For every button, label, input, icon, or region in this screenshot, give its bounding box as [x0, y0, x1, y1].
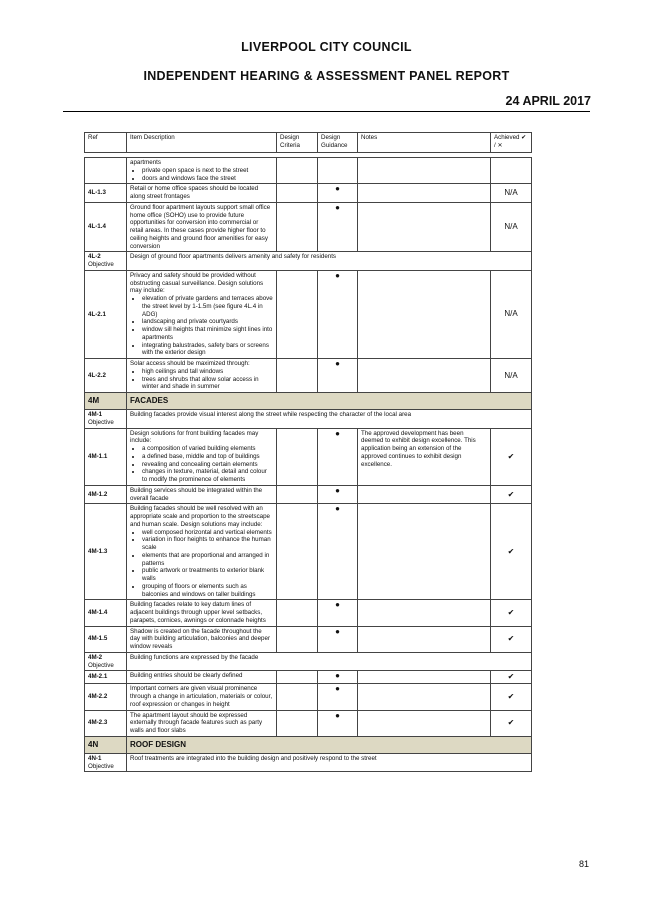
row-ref: 4M-1.3	[85, 504, 127, 600]
section-row	[85, 393, 532, 410]
objective-ref-cell	[85, 252, 127, 271]
row-description-cell	[127, 428, 277, 485]
table-header-row	[85, 133, 532, 153]
row-achieved: ✔	[491, 600, 532, 626]
row-achieved: N/A	[491, 359, 532, 393]
objective-ref-cell	[85, 652, 127, 671]
objective-ref: 4M-1	[88, 411, 103, 418]
table-row	[85, 428, 532, 485]
row-ref: 4M-1.4	[85, 600, 127, 626]
row-criteria	[277, 202, 318, 252]
bullet-list	[130, 529, 273, 599]
bullet-item: • grouping of floors or elements such as balconies and windows on taller buildings	[142, 583, 273, 599]
objective-ref-cell	[85, 753, 127, 772]
row-notes	[358, 359, 491, 393]
row-achieved: N/A	[491, 184, 532, 203]
table-row	[85, 184, 532, 203]
row-achieved: ✔	[491, 485, 532, 504]
guidance-dot-icon: ●	[318, 504, 358, 600]
row-achieved: ✔	[491, 504, 532, 600]
row-description: Ground floor apartment layouts support small office home office (SOHO) use to provide future opportunities for conversion into commercial or retail areas. In these cases provide higher floor to ceiling heights and ground floor amenities for easy conversion	[130, 203, 271, 250]
objective-row	[85, 252, 532, 271]
row-description: Building services should be integrated within the overall facade	[130, 486, 263, 502]
bullet-item: • integrating balustrades, safety bars or screens with the exterior design	[142, 342, 273, 358]
table-row	[85, 600, 532, 626]
row-notes	[358, 600, 491, 626]
row-notes	[358, 710, 491, 736]
section-title: ROOF DESIGN	[127, 736, 532, 753]
objective-text: Building functions are expressed by the facade	[127, 652, 532, 671]
bullet-item: • well composed horizontal and vertical elements	[142, 529, 273, 537]
table-row	[85, 671, 532, 684]
row-description: Design solutions for front building facades may include:	[130, 429, 259, 445]
row-criteria	[277, 684, 318, 710]
row-description: Privacy and safety should be provided without obstructing casual surveillance. Design solutions may include:	[130, 271, 264, 295]
table-row	[85, 504, 532, 600]
table-row	[85, 684, 532, 710]
guidance-dot-icon: ●	[318, 600, 358, 626]
table-row	[85, 485, 532, 504]
row-description-cell	[127, 684, 277, 710]
row-description-cell	[127, 600, 277, 626]
col-header-ref: Ref	[85, 133, 127, 153]
row-criteria	[277, 270, 318, 358]
row-ref: 4L-2.1	[85, 270, 127, 358]
row-ref: 4M-2.1	[85, 671, 127, 684]
table-row	[85, 270, 532, 358]
row-notes	[358, 202, 491, 252]
row-description: Retail or home office spaces should be located along street frontages	[130, 185, 259, 200]
row-description: Building entries should be clearly defined	[130, 672, 243, 680]
row-achieved	[491, 158, 532, 184]
row-ref: 4L-1.3	[85, 184, 127, 203]
bullet-item: • landscaping and private courtyards	[142, 318, 273, 326]
row-achieved: ✔	[491, 710, 532, 736]
bullet-item: • changes in texture, material, detail and colour to modify the prominence of elements	[142, 468, 273, 484]
table-row	[85, 359, 532, 393]
section-ref: 4M	[85, 393, 127, 410]
row-description-cell	[127, 504, 277, 600]
bullet-list	[130, 368, 273, 391]
col-header-item: Item Description	[127, 133, 277, 153]
row-notes	[358, 504, 491, 600]
row-ref: 4L-1.4	[85, 202, 127, 252]
col-header-guidance: Design Guidance	[318, 133, 358, 153]
row-criteria	[277, 158, 318, 184]
bullet-item: • elements that are proportional and arranged in patterns	[142, 552, 273, 568]
row-description-cell	[127, 202, 277, 252]
row-description: apartments	[130, 159, 161, 166]
guidance-dot-icon: ●	[318, 710, 358, 736]
row-description: The apartment layout should be expressed externally through facade features such as party walls and floor slabs	[130, 711, 263, 734]
row-description: Solar access should be maximized through:	[130, 360, 250, 367]
row-criteria	[277, 359, 318, 393]
bullet-item: • elevation of private gardens and terraces above the street level by 1-1.5m (see figure 4L.4 in ADG)	[142, 295, 273, 318]
bullet-item: • high ceilings and tall windows	[142, 368, 273, 376]
objective-ref: 4N-1	[88, 754, 102, 762]
row-notes	[358, 270, 491, 358]
row-description: Important corners are given visual prominence through a change in articulation, materials or colour, roof expression or changes in height	[130, 685, 273, 708]
row-notes	[358, 626, 491, 652]
section-title: FACADES	[127, 393, 532, 410]
row-notes	[358, 485, 491, 504]
page-number: 81	[578, 859, 589, 869]
objective-text: Roof treatments are integrated into the building design and positively respond to the street	[127, 753, 532, 772]
row-achieved: N/A	[491, 270, 532, 358]
bullet-item: • a composition of varied building elements	[142, 445, 273, 453]
bullet-item: • window sill heights that minimize sight lines into apartments	[142, 326, 273, 342]
table-row	[85, 158, 532, 184]
guidance-dot-icon: ●	[318, 626, 358, 652]
bullet-item: • private open space is next to the street	[142, 167, 273, 175]
col-header-criteria: Design Criteria	[277, 133, 318, 153]
row-notes	[358, 184, 491, 203]
table-row	[85, 710, 532, 736]
guidance-dot-icon: ●	[318, 485, 358, 504]
bullet-item: • doors and windows face the street	[142, 175, 273, 183]
bullet-list	[130, 445, 273, 484]
objective-label: Objective	[88, 261, 114, 268]
row-description-cell	[127, 270, 277, 358]
bullet-list	[130, 167, 273, 183]
row-notes	[358, 684, 491, 710]
objective-row	[85, 652, 532, 671]
row-description: Building facades should be well resolved with an appropriate scale and proportion to the streetscape and human scale. Design solutions may include:	[130, 505, 270, 528]
bullet-list	[130, 295, 273, 357]
table-row	[85, 626, 532, 652]
objective-ref: 4M-2	[88, 653, 103, 661]
objective-row	[85, 410, 532, 429]
guidance-dot-icon: ●	[318, 428, 358, 485]
row-notes	[358, 671, 491, 684]
objective-label: Objective	[88, 762, 114, 770]
row-achieved: ✔	[491, 671, 532, 684]
objective-ref-cell	[85, 410, 127, 429]
guidance-dot-icon: ●	[318, 684, 358, 710]
row-ref: 4M-1.1	[85, 428, 127, 485]
objective-row	[85, 753, 532, 772]
row-ref: 4M-1.2	[85, 485, 127, 504]
section-ref: 4N	[85, 736, 127, 753]
bullet-item: • public artwork or treatments to exterior blank walls	[142, 567, 273, 583]
col-header-notes: Notes	[358, 133, 491, 153]
report-title: INDEPENDENT HEARING & ASSESSMENT PANEL REPORT	[143, 69, 510, 83]
row-description-cell	[127, 485, 277, 504]
row-ref: 4M-1.5	[85, 626, 127, 652]
row-notes	[358, 158, 491, 184]
col-header-achieved: Achieved ✔ / ✕	[491, 133, 532, 153]
table-row	[85, 202, 532, 252]
row-ref: 4M-2.2	[85, 684, 127, 710]
objective-text: Building facades provide visual interest along the street while respecting the character of the local area	[127, 410, 532, 429]
row-criteria	[277, 671, 318, 684]
row-description-cell	[127, 158, 277, 184]
objective-label: Objective	[88, 418, 114, 426]
row-ref	[85, 158, 127, 184]
row-description-cell	[127, 710, 277, 736]
row-achieved: ✔	[491, 428, 532, 485]
row-criteria	[277, 428, 318, 485]
row-description-cell	[127, 626, 277, 652]
row-description-cell	[127, 359, 277, 393]
row-criteria	[277, 184, 318, 203]
row-achieved: ✔	[491, 684, 532, 710]
guidance-dot-icon: ●	[318, 202, 358, 252]
guidance-dot-icon: ●	[318, 184, 358, 203]
row-ref: 4M-2.3	[85, 710, 127, 736]
report-date: 24 APRIL 2017	[505, 94, 591, 108]
section-row	[85, 736, 532, 753]
row-criteria	[277, 485, 318, 504]
row-achieved: N/A	[491, 202, 532, 252]
objective-label: Objective	[88, 661, 114, 669]
row-notes: The approved development has been deemed to exhibit design excellence. This application being an extension of the approved continues to exhibit design excellence.	[358, 428, 491, 485]
bullet-item: • trees and shrubs that allow solar access in winter and shade in summer	[142, 376, 273, 392]
header-rule	[63, 111, 590, 112]
bullet-item: • variation in floor heights to enhance the human scale	[142, 536, 273, 552]
row-description: Building facades relate to key datum lines of adjacent buildings through upper level setbacks, parapets, cornices, awnings or colonnade heights	[130, 601, 266, 624]
guidance-dot-icon	[318, 158, 358, 184]
row-achieved: ✔	[491, 626, 532, 652]
objective-text: Design of ground floor apartments delivers amenity and safety for residents	[127, 252, 532, 271]
assessment-table	[84, 132, 532, 772]
row-ref: 4L-2.2	[85, 359, 127, 393]
guidance-dot-icon: ●	[318, 270, 358, 358]
row-description: Shadow is created on the facade throughout the day with building articulation, balconies and deeper window reveals	[130, 627, 270, 650]
row-criteria	[277, 600, 318, 626]
row-description-cell	[127, 671, 277, 684]
objective-ref: 4L-2	[88, 253, 101, 261]
bullet-item: • a defined base, middle and top of buildings	[142, 453, 273, 461]
guidance-dot-icon: ●	[318, 671, 358, 684]
row-criteria	[277, 504, 318, 600]
row-criteria	[277, 710, 318, 736]
row-description-cell	[127, 184, 277, 203]
council-name: LIVERPOOL CITY COUNCIL	[241, 40, 412, 54]
bullet-item: • revealing and concealing certain elements	[142, 461, 273, 469]
table-body	[85, 158, 532, 772]
guidance-dot-icon: ●	[318, 359, 358, 393]
row-criteria	[277, 626, 318, 652]
